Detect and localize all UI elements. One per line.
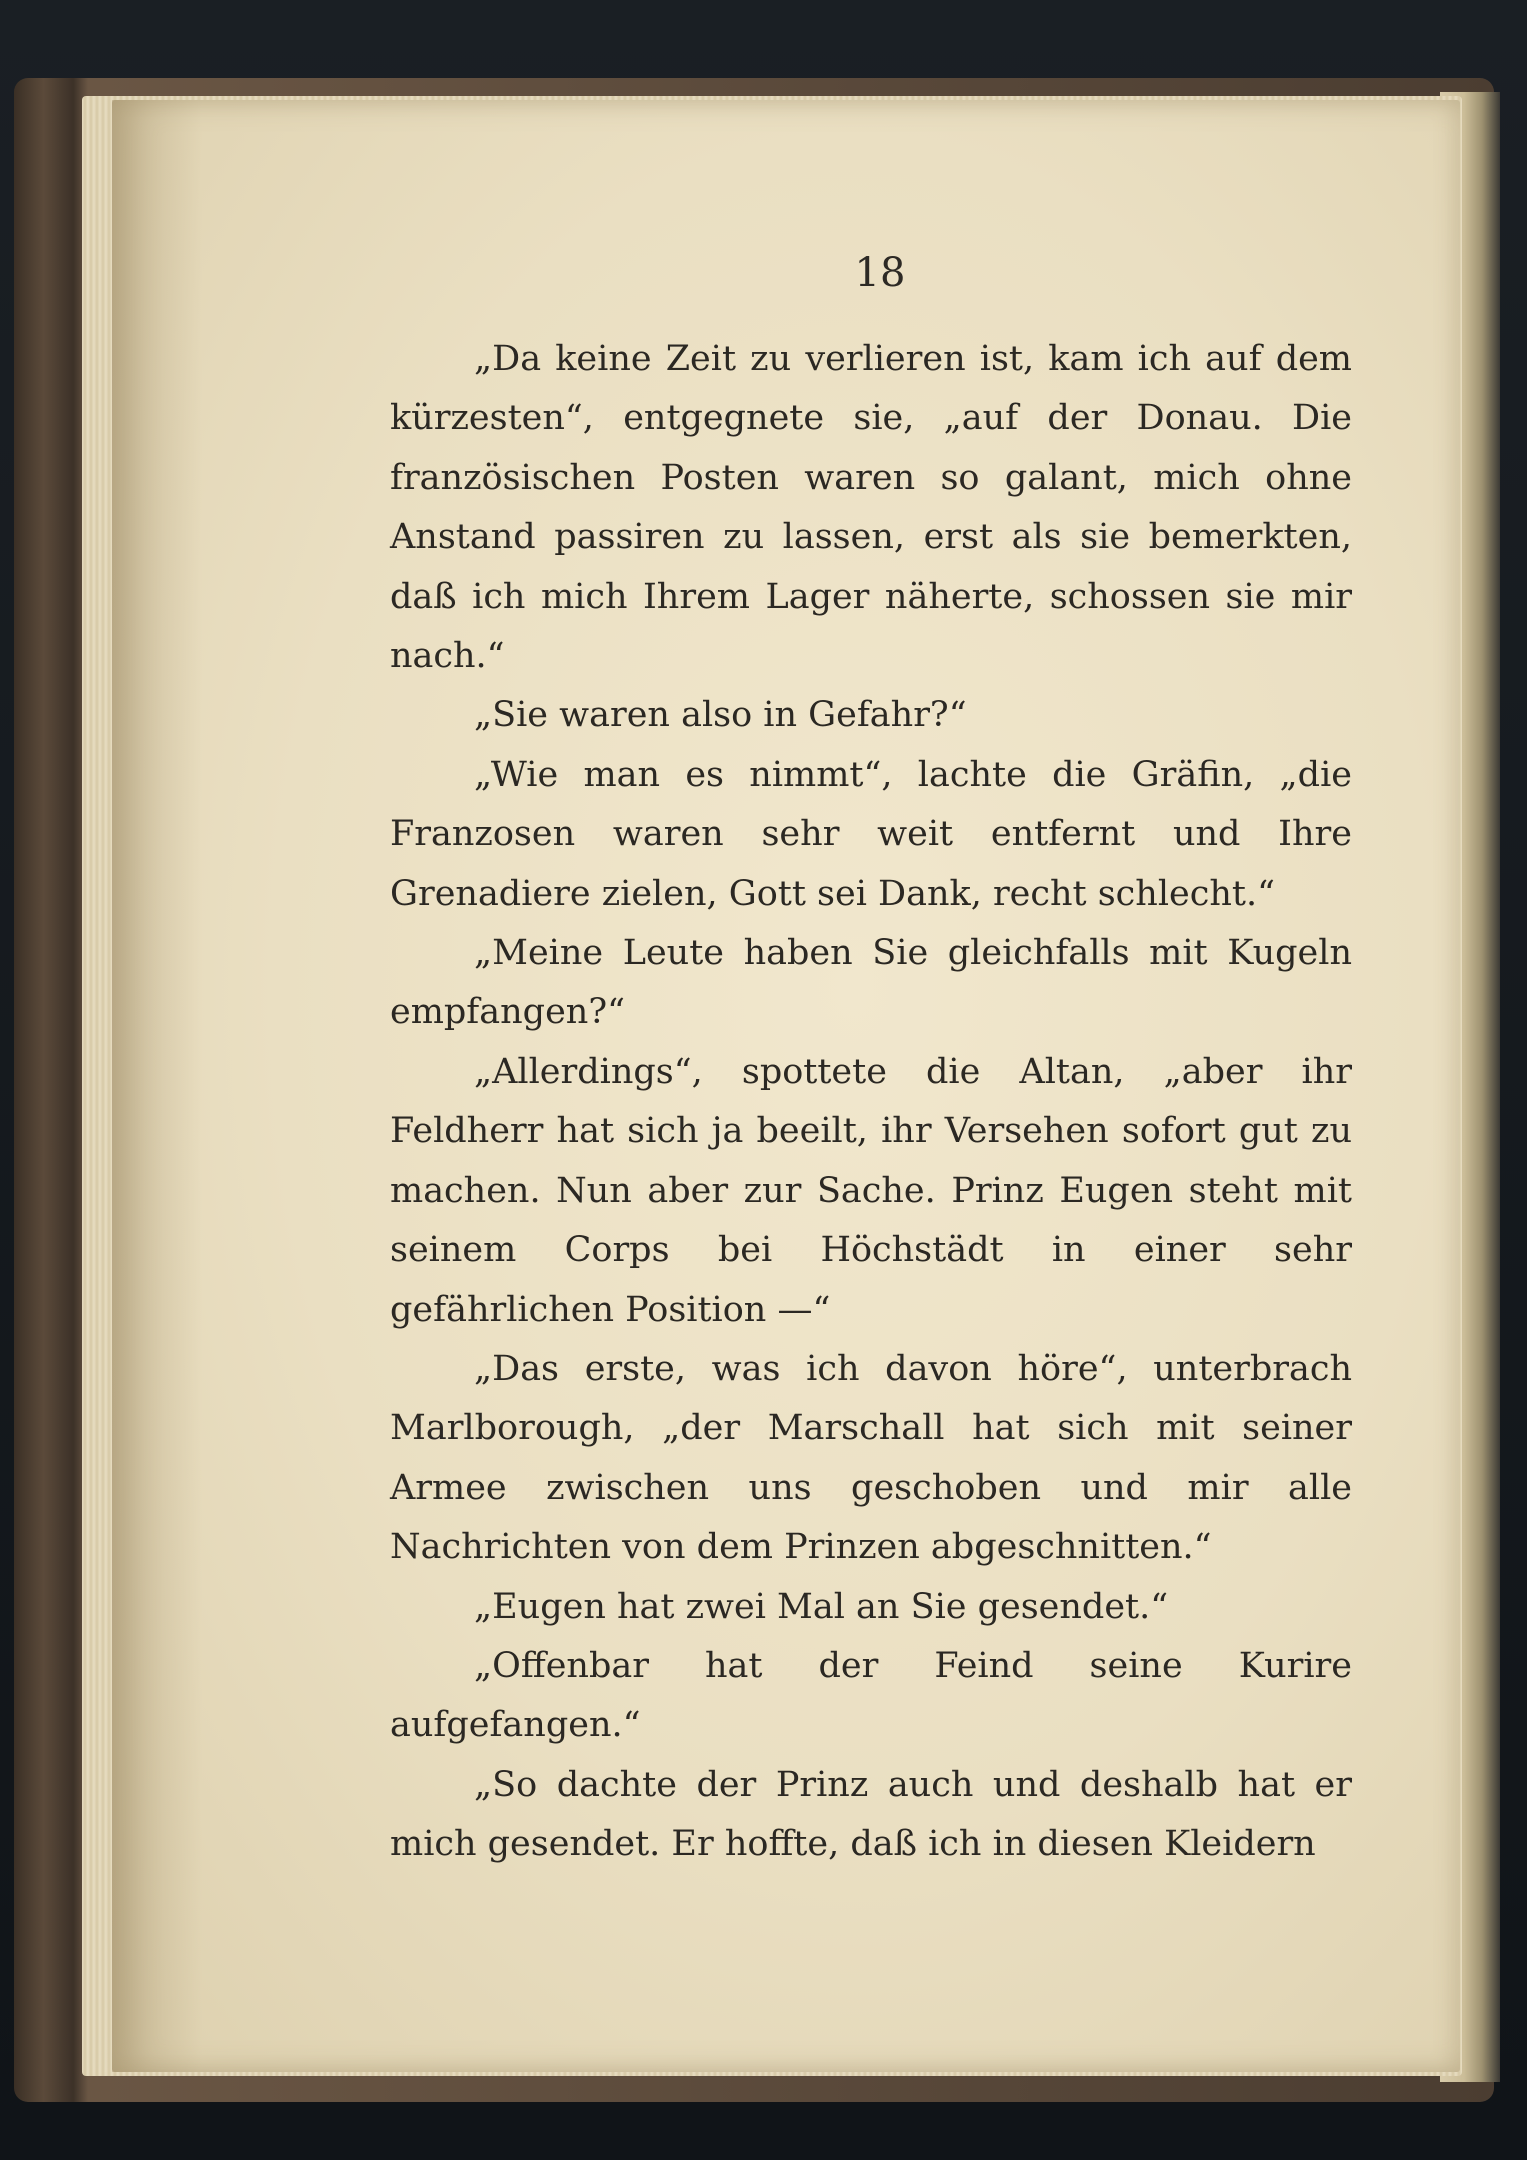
paragraph: „So dachte der Prinz auch und deshalb hat er mich gesendet. Er hoffte, daß ich in diesen Kleidern (390, 1764, 1352, 1865)
paragraph: „Sie waren also in Gefahr?“ (474, 695, 967, 736)
paragraph: „Das erste, was ich davon höre“, unterbrach Marlborough, „der Marschall hat sich mit seiner Armee zwischen uns geschoben und mir alle Nachrichten von dem Prinzen abgeschnitten.“ (390, 1348, 1352, 1568)
paragraph: „Da keine Zeit zu verlieren ist, kam ich auf dem kürzesten“, entgegnete sie, „auf der Donau. Die französischen Posten waren so galant, mich ohne Anstand passiren zu lassen, erst als sie bemerkten, daß ich mich Ihrem Lager näherte, schossen sie mir nach.“ (390, 339, 1352, 677)
paragraph: „Offenbar hat der Feind seine Kurire aufgefangen.“ (390, 1645, 1352, 1746)
page-text (390, 330, 1352, 1875)
paragraph: „Meine Leute haben Sie gleichfalls mit Kugeln empfangen?“ (390, 933, 1352, 1033)
gutter-shadow (112, 100, 202, 2072)
paragraph: „Wie man es nimmt“, lachte die Gräfin, „die Franzosen waren sehr weit entfernt und Ihre Grenadiere zielen, Gott sei Dank, recht schlecht.“ (390, 754, 1352, 914)
page-number: 18 (854, 250, 906, 296)
paragraph: „Eugen hat zwei Mal an Sie gesendet.“ (474, 1586, 1169, 1627)
paragraph: „Allerdings“, spottete die Altan, „aber ihr Feldherr hat sich ja beeilt, ihr Versehen sofort gut zu machen. Nun aber zur Sache. Prinz Eugen steht mit seinem Corps bei Höchstädt in einer sehr gefährlichen Position —“ (390, 1051, 1352, 1330)
